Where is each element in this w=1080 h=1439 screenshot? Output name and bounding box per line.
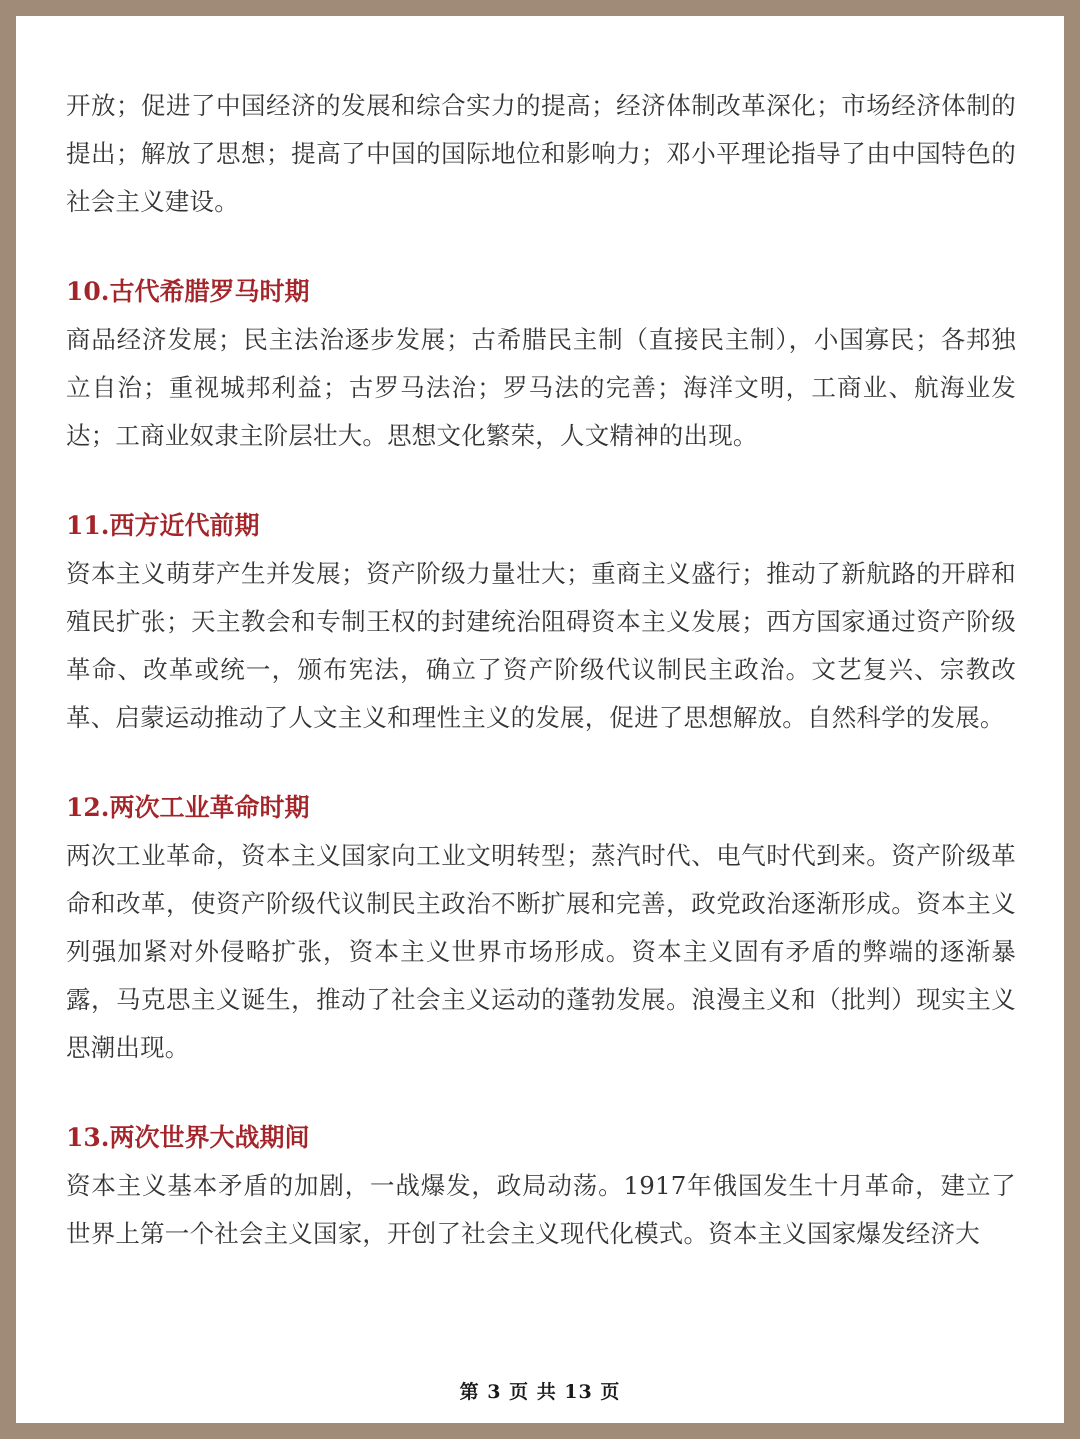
section-10 xyxy=(66,268,1016,460)
section-13 xyxy=(66,1114,1016,1258)
section-body: 商品经济发展；民主法治逐步发展；古希腊民主制（直接民主制），小国寡民；各邦独立自治；重视城邦利益；古罗马法治；罗马法的完善；海洋文明，工商业、航海业发达；工商业奴隶主阶层壮大。思想文化繁荣，人文精神的出现。 xyxy=(66,325,1016,450)
document-page xyxy=(16,16,1064,1423)
section-body: 两次工业革命，资本主义国家向工业文明转型；蒸汽时代、电气时代到来。资产阶级革命和改革，使资产阶级代议制民主政治不断扩展和完善，政党政治逐渐形成。资本主义列强加紧对外侵略扩张，资本主义世界市场形成。资本主义固有矛盾的弊端的逐渐暴露，马克思主义诞生，推动了社会主义运动的蓬勃发展。浪漫主义和（批判）现实主义思潮出现。 xyxy=(66,841,1016,1062)
section-heading: 12.两次工业革命时期 xyxy=(66,793,310,822)
section-body: 资本主义基本矛盾的加剧，一战爆发，政局动荡。1917年俄国发生十月革命，建立了世界上第一个社会主义国家，开创了社会主义现代化模式。资本主义国家爆发经济大 xyxy=(66,1171,1016,1248)
section-11 xyxy=(66,502,1016,742)
section-heading: 10.古代希腊罗马时期 xyxy=(66,277,310,306)
page-number-footer: 第 3 页 共 13 页 xyxy=(459,1381,621,1403)
page-content xyxy=(66,82,1016,1258)
intro-paragraph: 开放；促进了中国经济的发展和综合实力的提高；经济体制改革深化；市场经济体制的提出；解放了思想；提高了中国的国际地位和影响力；邓小平理论指导了由中国特色的社会主义建设。 xyxy=(66,91,1016,216)
section-heading: 11.西方近代前期 xyxy=(66,511,260,540)
section-body: 资本主义萌芽产生并发展；资产阶级力量壮大；重商主义盛行；推动了新航路的开辟和殖民扩张；天主教会和专制王权的封建统治阻碍资本主义发展；西方国家通过资产阶级革命、改革或统一，颁布宪法，确立了资产阶级代议制民主政治。文艺复兴、宗教改革、启蒙运动推动了人文主义和理性主义的发展，促进了思想解放。自然科学的发展。 xyxy=(66,559,1016,732)
section-heading: 13.两次世界大战期间 xyxy=(66,1123,310,1152)
section-12 xyxy=(66,784,1016,1072)
